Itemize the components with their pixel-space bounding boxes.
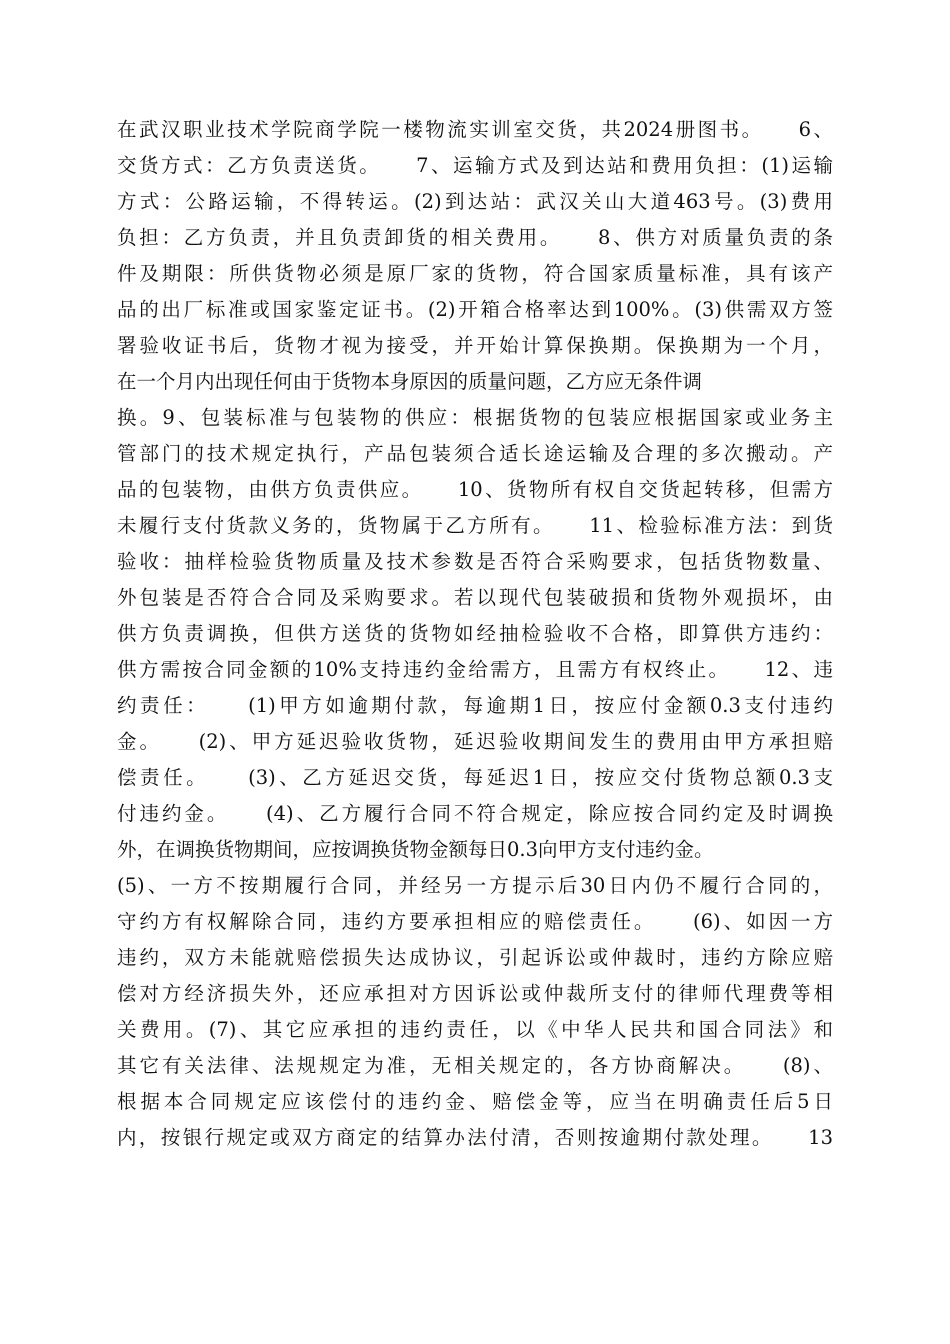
text-line: 供方负责调换，但供方送货的货物如经抽检验收不合格，即算供方违约： — [117, 622, 833, 645]
text-line: 交货方式：乙方负责送货。 7、运输方式及到达站和费用负担：(1)运输 — [117, 154, 833, 177]
text-line: 付违约金。 (4)、乙方履行合同不符合规定，除应按合同约定及时调换 — [117, 802, 833, 825]
text-line: 方式：公路运输，不得转运。(2)到达站：武汉关山大道463号。(3)费用 — [117, 190, 833, 213]
text-line: 管部门的技术规定执行，产品包装须合适长途运输及合理的多次搬动。产 — [117, 442, 833, 465]
text-line: 其它有关法律、法规规定为准，无相关规定的，各方协商解决。 (8)、 — [117, 1054, 833, 1077]
text-line: 偿责任。 (3)、乙方延迟交货，每延迟1日，按应交付货物总额0.3支 — [117, 766, 833, 789]
text-line: 守约方有权解除合同，违约方要承担相应的赔偿责任。 (6)、如因一方 — [117, 910, 833, 933]
text-line: 署验收证书后，货物才视为接受，并开始计算保换期。保换期为一个月， — [117, 334, 833, 357]
text-line: 供方需按合同金额的10%支持违约金给需方，且需方有权终止。 12、违 — [117, 658, 833, 681]
text-line: 外包装是否符合合同及采购要求。若以现代包装破损和货物外观损坏，由 — [117, 586, 833, 609]
text-line: 品的出厂标准或国家鉴定证书。(2)开箱合格率达到100%。(3)供需双方签 — [117, 298, 833, 321]
text-line: 金。 (2)、甲方延迟验收货物，延迟验收期间发生的费用由甲方承担赔 — [117, 730, 833, 753]
text-line: 品的包装物，由供方负责供应。 10、货物所有权自交货起转移，但需方 — [117, 478, 833, 501]
text-line: 换。9、包装标准与包装物的供应：根据货物的包装应根据国家或业务主 — [117, 406, 833, 429]
text-line: 件及期限：所供货物必须是原厂家的货物，符合国家质量标准，具有该产 — [117, 262, 833, 285]
text-line: 负担：乙方负责，并且负责卸货的相关费用。 8、供方对质量负责的条 — [117, 226, 833, 249]
text-line: 外，在调换货物期间，应按调换货物金额每日0.3向甲方支付违约金。 — [117, 838, 714, 861]
text-line: 偿对方经济损失外，还应承担对方因诉讼或仲裁所支付的律师代理费等相 — [117, 982, 833, 1005]
text-line: 验收：抽样检验货物质量及技术参数是否符合采购要求，包括货物数量、 — [117, 550, 833, 573]
text-line: 在武汉职业技术学院商学院一楼物流实训室交货，共2024册图书。 6、 — [117, 118, 833, 141]
text-line: 未履行支付货款义务的，货物属于乙方所有。 11、检验标准方法：到货 — [117, 514, 833, 537]
text-line: 根据本合同规定应该偿付的违约金、赔偿金等，应当在明确责任后5日 — [117, 1090, 833, 1113]
text-line: (5)、一方不按期履行合同，并经另一方提示后30日内仍不履行合同的， — [117, 874, 833, 897]
text-line: 关费用。(7)、其它应承担的违约责任，以《中华人民共和国合同法》和 — [117, 1018, 833, 1041]
text-line: 在一个月内出现任何由于货物本身原因的质量问题，乙方应无条件调 — [117, 370, 703, 393]
text-line: 内，按银行规定或双方商定的结算办法付清，否则按逾期付款处理。 13 — [117, 1126, 833, 1149]
text-line: 违约，双方未能就赔偿损失达成协议，引起诉讼或仲裁时，违约方除应赔 — [117, 946, 833, 969]
text-line: 约责任： (1)甲方如逾期付款，每逾期1日，按应付金额0.3支付违约 — [117, 694, 833, 717]
contract-body-text — [117, 112, 833, 1156]
